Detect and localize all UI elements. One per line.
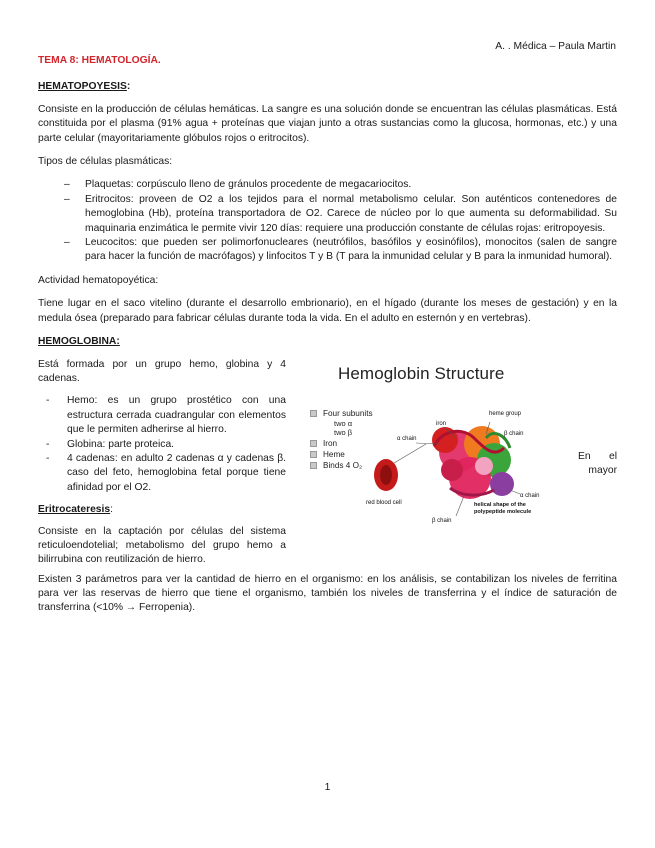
document-body bbox=[38, 54, 617, 625]
list-item: – Leucocitos: que pueden ser polimorfonucleares (neutrófilos, basófilos y eosinófilos), monocitos (salen de sangre para hacer la función de macrófagos) y linfocitos T y B (T para la inmunidad celular y B para la inmunidad humoral). bbox=[64, 236, 617, 265]
label-alpha-chain-right: α chain bbox=[520, 492, 540, 499]
section-heading-hematopoyesis: HEMATOPOYESIS: bbox=[38, 81, 131, 93]
legend-subitem: two β bbox=[334, 428, 353, 438]
document-title: TEMA 8: HEMATOLOGÍA. bbox=[38, 55, 161, 66]
label-beta-chain-bottom: β chain bbox=[432, 517, 452, 524]
page-header: A. . Médica – Paula Martin bbox=[495, 41, 616, 52]
legend-item: Heme bbox=[310, 449, 373, 460]
label-red-blood-cell: red blood cell bbox=[366, 499, 402, 506]
hematopoyesis-intro: Consiste en la producción de células hemáticas. La sangre es una solución donde se encuentran las células plasmáticas. Está constituida por el plasma (91% agua + proteínas que viajan junto a otras sustancias como la glucosa, hormonas, etc.) y una parte celular (mayoritariamente glóbulos rojos o eritrocitos). bbox=[38, 103, 617, 144]
label-heme-group: heme group bbox=[489, 410, 522, 417]
hemoglobin-molecule-illustration bbox=[364, 398, 554, 543]
hemoglobin-text-column bbox=[38, 358, 286, 576]
label-helical-shape: helical shape of the polypeptide molecule bbox=[474, 501, 532, 515]
iron-parameters-text: Existen 3 parámetros para ver la cantidad de hierro en el organismo: en los análisis, se contabilizan los niveles de ferritina para ver las reservas de hierro que tiene el organismo, también los niveles de transferrina y el índice de saturación de transferrina (<10% → Ferropenia). bbox=[38, 573, 617, 614]
overflow-text-mayor: mayor bbox=[588, 464, 617, 476]
legend-item: Iron bbox=[310, 438, 373, 449]
bullet-square-icon bbox=[310, 451, 317, 458]
cell-types-list bbox=[38, 178, 617, 264]
list-item: - Globina: parte proteica. bbox=[46, 438, 286, 452]
overflow-text-en-el: En el bbox=[578, 450, 617, 462]
list-item: - 4 cadenas: en adulto 2 cadenas α y cadenas β. caso del feto, hemoglobina fetal porque tiene afinidad por el O2. bbox=[46, 452, 286, 495]
globin-chains bbox=[432, 426, 514, 499]
activity-text: Tiene lugar en el saco vitelino (durante el desarrollo embrionario), en el hígado (durante los meses de gestación) y en la medula ósea (preparado para fabricar células durante toda la vida. En el adulto en esternón y en vertebras). bbox=[38, 298, 617, 324]
list-item: – Eritrocitos: proveen de O2 a los tejidos para el normal metabolismo celular. Son auténticos contenedores de hemoglobina (Hb), proteína transportadora de O2. Carece de núcleo por lo que aumenta su deformabilidad. Su maquinaria enzimática le permite vivir 120 días: requiere una producción constante de células rojas: eritropoyesis. bbox=[64, 193, 617, 236]
figure-title: Hemoglobin Structure bbox=[338, 363, 505, 383]
hemoglobin-section bbox=[38, 358, 617, 573]
list-item: – Plaquetas: corpúsculo lleno de gránulos procedente de megacariocitos. bbox=[64, 178, 617, 192]
label-alpha-chain-left: α chain bbox=[397, 435, 417, 442]
legend-item: Binds 4 O₂ bbox=[310, 460, 373, 471]
section-heading-eritrocateresis: Eritrocateresis: bbox=[38, 504, 113, 516]
page-number: 1 bbox=[324, 782, 331, 793]
label-beta-chain-top: β chain bbox=[504, 430, 524, 437]
bullet-square-icon bbox=[310, 462, 317, 469]
bullet-square-icon bbox=[310, 410, 317, 417]
hemoglobin-intro: Está formada por un grupo hemo, globina y 4 cadenas. bbox=[38, 358, 286, 384]
red-blood-cell-center bbox=[380, 465, 392, 485]
eritrocateresis-text: Consiste en la captación por células del sistema reticuloendotelial; metabolismo del grupo hemo a bilirrubina con reutilización de hierro. bbox=[38, 525, 286, 566]
hemoglobin-components-list bbox=[38, 394, 286, 495]
legend-item: Four subunits bbox=[310, 408, 373, 419]
activity-label: Actividad hematopoyética: bbox=[38, 274, 159, 286]
hemoglobin-structure-figure bbox=[304, 364, 554, 544]
bullet-square-icon bbox=[310, 440, 317, 447]
label-iron: iron bbox=[436, 420, 447, 427]
legend-subitem: two α bbox=[334, 418, 353, 428]
cell-types-label: Tipos de células plasmáticas: bbox=[38, 156, 173, 168]
list-item: - Hemo: es un grupo prostético con una estructura cerrada cuadrangular con elementos que le permiten adherirse al hierro. bbox=[46, 394, 286, 437]
section-heading-hemoglobina: HEMOGLOBINA: bbox=[38, 336, 120, 348]
